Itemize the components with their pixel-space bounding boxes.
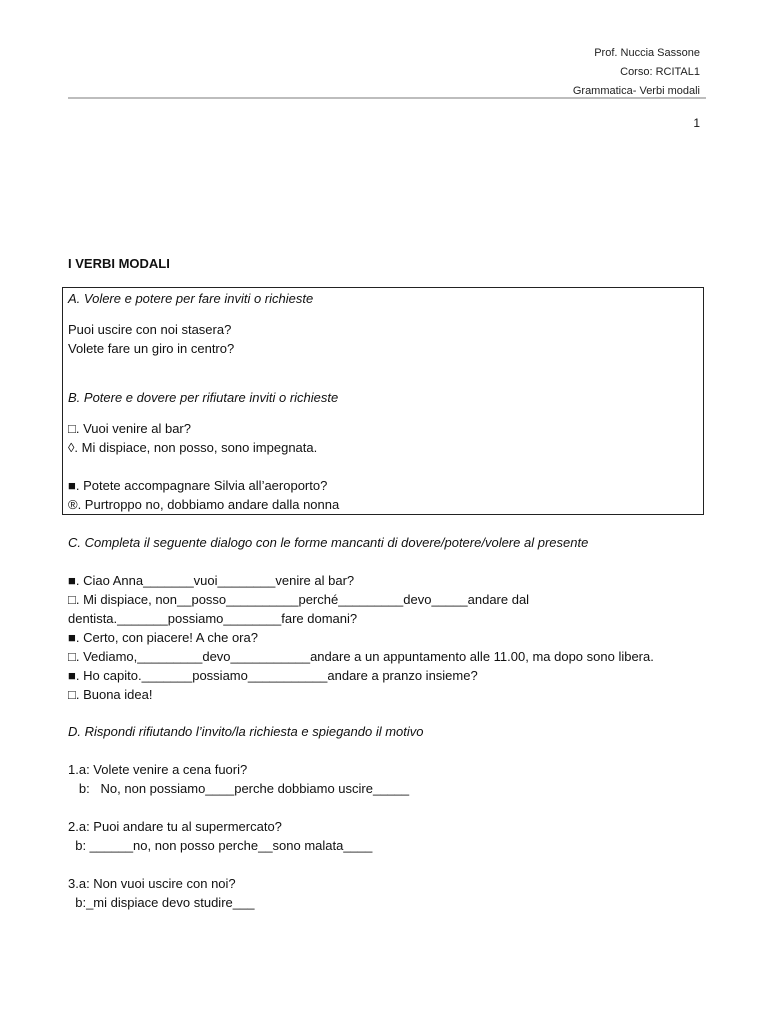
dialog-line: ■. Ho capito._______possiamo___________andare a pranzo insieme? bbox=[68, 668, 478, 683]
document-title: I VERBI MODALI bbox=[68, 256, 170, 271]
dialog-line: □. Vediamo,_________devo___________andare a un appuntamento alle 11.00, ma dopo sono libera. bbox=[68, 649, 654, 664]
section-a-line: Puoi uscire con noi stasera? bbox=[68, 322, 232, 337]
exercise-answer: b:_mi dispiace devo studire___ bbox=[68, 895, 255, 910]
dialog-line: □. Buona idea! bbox=[68, 687, 153, 702]
dialog-line: dentista._______possiamo________fare domani? bbox=[68, 611, 358, 626]
exercise-question: 2.a: Puoi andare tu al supermercato? bbox=[68, 819, 282, 834]
exercise-answer: b: ______no, non posso perche__sono malata____ bbox=[68, 838, 373, 853]
page-number: 1 bbox=[693, 116, 700, 130]
header-author: Prof. Nuccia Sassone bbox=[594, 47, 700, 59]
section-d-heading: D. Rispondi rifiutando l’invito/la richiesta e spiegando il motivo bbox=[68, 724, 424, 739]
section-b-heading: B. Potere e dovere per rifiutare inviti o richieste bbox=[68, 390, 339, 405]
dialog-line: □. Mi dispiace, non__posso__________perché_________devo_____andare dal bbox=[68, 592, 530, 607]
header-topic: Grammatica- Verbi modali bbox=[572, 85, 700, 97]
section-b-line: ®. Purtroppo no, dobbiamo andare dalla nonna bbox=[68, 497, 340, 512]
section-a-heading: A. Volere e potere per fare inviti o richieste bbox=[68, 291, 314, 306]
header-course: Corso: RCITAL1 bbox=[620, 66, 700, 78]
section-b-line: □. Vuoi venire al bar? bbox=[68, 421, 191, 436]
exercise-question: 3.a: Non vuoi uscire con noi? bbox=[68, 876, 236, 891]
section-b-line: ■. Potete accompagnare Silvia all’aeroporto? bbox=[68, 478, 328, 493]
dialog-line: ■. Ciao Anna_______vuoi________venire al bar? bbox=[68, 573, 355, 588]
section-c-heading: C. Completa il seguente dialogo con le forme mancanti di dovere/potere/volere al presente bbox=[68, 535, 589, 550]
exercise-answer: b: No, non possiamo____perche dobbiamo uscire_____ bbox=[68, 781, 410, 796]
dialog-line: ■. Certo, con piacere! A che ora? bbox=[68, 630, 258, 645]
page-header bbox=[573, 44, 700, 101]
header-divider bbox=[68, 97, 706, 99]
section-b-line: ◊. Mi dispiace, non posso, sono impegnata. bbox=[68, 440, 318, 455]
exercise-question: 1.a: Volete venire a cena fuori? bbox=[68, 762, 248, 777]
section-a-line: Volete fare un giro in centro? bbox=[68, 341, 235, 356]
